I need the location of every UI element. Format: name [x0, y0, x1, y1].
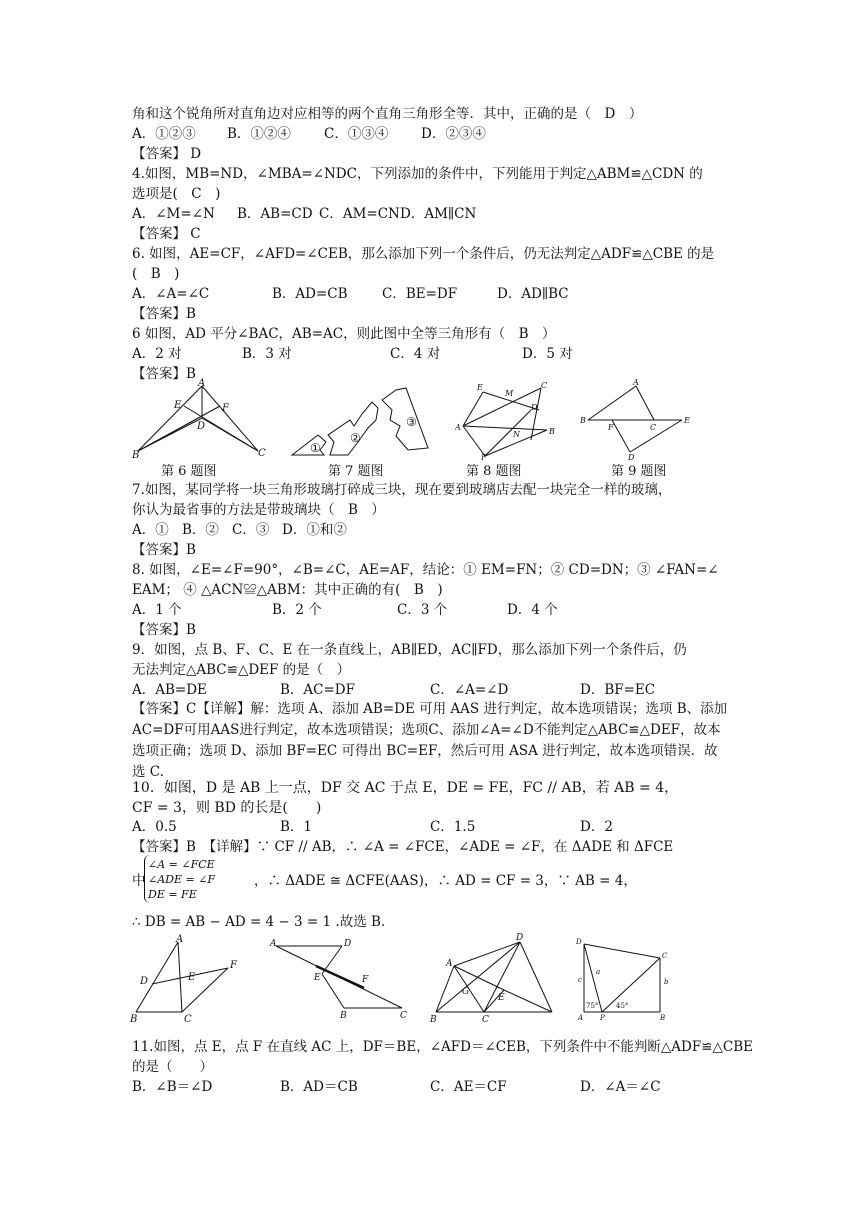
equation: ∠ADE = ∠F [148, 873, 216, 886]
point-label: C [400, 1011, 407, 1020]
point-label: E [477, 383, 483, 392]
point-label: B [130, 1014, 138, 1022]
question-text: 的是（ ） [132, 1059, 213, 1075]
options-row [132, 125, 732, 143]
point-label: D [197, 421, 206, 432]
answer-text: 【答案】B [132, 366, 196, 382]
point-label: P [600, 1014, 605, 1020]
figure-caption: 第 8 题图 [466, 464, 522, 479]
option: C．AM=CN [319, 206, 400, 222]
option: A．①②③ [132, 126, 196, 142]
options-row [132, 818, 732, 836]
point-label: D [628, 453, 635, 460]
option: C．4 对 [390, 346, 441, 362]
figure-7 [288, 380, 438, 460]
point-label: A [176, 934, 184, 945]
side-label: a [596, 968, 601, 976]
figure-caption: 第 7 题图 [328, 464, 384, 479]
answer-text: ∴ DB = AB − AD = 4 − 3 = 1 .故选 B. [132, 914, 386, 930]
question-text: 9．如图，点 B、F、C、E 在一条直线上，AB∥ED，AC∥FD，那么添加下列一个条件后，仍 [132, 642, 687, 658]
answer-text: 【答案】B [132, 622, 196, 638]
options-row [132, 205, 732, 223]
option: B．② [182, 522, 219, 538]
piece-label: ① [310, 441, 321, 455]
point-label: E [188, 972, 196, 983]
option: A．AB=DE [132, 682, 207, 698]
figure-q9 [262, 936, 412, 1020]
point-label: A [455, 423, 461, 432]
option: C．BE=DF [382, 286, 458, 302]
answer-text: 【答案】 C [132, 226, 201, 242]
answer-text: 【答案】B [132, 542, 196, 558]
figure-caption: 第 9 题图 [611, 464, 667, 479]
equation: DE = FE [148, 888, 197, 901]
point-label: A [270, 939, 277, 949]
point-label: D [344, 939, 352, 949]
answer-explanation: 【答案】C【详解】解：选项 A、添加 AB=DE 可用 AAS 进行判定，故本选项错误；选项 B、添加AC=DF可用AAS进行判定，故本选项错误；选项C、添加∠A=∠D不能判定△ABC≌△DEF，故本选项正确；选项 D、添加 BF=EC 可得出 BC=EF，然后可用 ASA 进行判定，故本选项错误．故选 C. [132, 701, 728, 780]
figure-6 [130, 378, 280, 458]
question-text: 8. 如图，∠E=∠F=90°，∠B=∠C，AE=AF，结论：① EM=FN；② CD=DN；③ ∠FAN=∠ [132, 562, 719, 578]
options-row [132, 345, 732, 363]
option: C．1.5 [430, 819, 476, 835]
option: B．AB=CD [237, 206, 313, 222]
answer-text: 中 [132, 873, 146, 889]
question-text: 无法判定△ABC≌△DEF 的是（ ） [132, 662, 351, 678]
point-label: D [516, 933, 524, 943]
option: D．AD∥BC [497, 286, 569, 302]
side-label: c [578, 976, 582, 984]
question-text: CF = 3，则 BD 的长是( ) [132, 800, 322, 816]
point-label: F [362, 975, 369, 985]
point-label: A [198, 378, 206, 389]
question-text: 6. 如图，AE=CF，∠AFD=∠CEB，那么添加下列一个条件后，仍无法判定△ADF≌△CBE 的是 [132, 246, 715, 262]
options-row [132, 1078, 732, 1096]
option: B．1 [280, 819, 313, 835]
options-row [132, 601, 732, 619]
option: C．3 个 [397, 602, 448, 618]
piece-label: ② [350, 431, 361, 445]
option: D．∠A＝∠C [580, 1079, 661, 1095]
side-label: b [664, 978, 669, 986]
point-label: N [513, 430, 520, 439]
equation-system [148, 857, 215, 902]
options-row [132, 681, 732, 699]
option: B．AD=CB [272, 286, 348, 302]
point-label: A [446, 959, 453, 969]
point-label: D [576, 938, 582, 946]
point-label: B [132, 450, 140, 458]
point-label: E [314, 973, 321, 983]
option: B．AD＝CB [280, 1079, 358, 1095]
point-label: F [608, 423, 614, 432]
option: D．4 个 [507, 602, 558, 618]
point-label: F [230, 960, 237, 971]
option: C．③ [232, 522, 270, 538]
point-label: B [580, 416, 586, 425]
point-label: B [660, 1014, 666, 1020]
question-text: 6 如图，AD 平分∠BAC，AB=AC，则此图中全等三角形有（ B ） [132, 326, 556, 342]
answer-text: ，∴ ΔADE ≅ ΔCFE(AAS)，∴ AD = CF = 3，∵ AB = 4， [254, 873, 637, 889]
options-row [132, 521, 732, 539]
figure-quadrilateral [570, 934, 672, 1020]
options-row [132, 285, 732, 303]
question-text: 10．如图，D 是 AB 上一点，DF 交 AC 于点 E，DE = FE，FC // AB，若 AB = 4， [132, 780, 679, 796]
question-text: 4.如图，MB=ND，∠MBA=∠NDC，下列添加的条件中，下列能用于判定△ABM≌△CDN 的 [132, 166, 703, 182]
point-label: C [482, 1015, 489, 1022]
piece-label: ③ [406, 415, 417, 429]
option: B．3 对 [242, 346, 292, 362]
answer-text: 【答案】 D [132, 146, 202, 162]
point-label: C [650, 423, 657, 432]
point-label: D [140, 976, 149, 987]
answer-text: 【答案】B 【详解】∵ CF // AB，∴ ∠A = ∠FCE，∠ADE = ∠F，在 ΔADE 和 ΔFCE [132, 839, 674, 855]
question-text: EAM； ④ △ACN≌△ABM：其中正确的有( B ) [132, 582, 443, 598]
point-label: C [184, 1014, 192, 1022]
option: A．2 对 [132, 346, 182, 362]
option: A．0.5 [132, 819, 177, 835]
point-label: B [430, 1015, 437, 1022]
question-text: 7.如图，某同学将一块三角形玻璃打碎成三块，现在要到玻璃店去配一块完全一样的玻璃， [132, 482, 672, 498]
point-label: A [578, 1014, 584, 1020]
point-label: G [462, 987, 470, 997]
point-label: C [258, 448, 266, 458]
point-label: F [481, 453, 487, 460]
point-label: E [174, 400, 182, 411]
point-label: B [340, 1011, 347, 1020]
question-text: 角和这个锐角所对直角边对应相等的两个直角三角形全等．其中，正确的是（ D ） [132, 106, 643, 122]
option: D．AM∥CN [400, 206, 477, 222]
option: A．∠A=∠C [132, 286, 210, 302]
option: B．2 个 [272, 602, 322, 618]
option: D．②③④ [421, 126, 486, 142]
option: D．5 对 [522, 346, 573, 362]
point-label: B [549, 427, 555, 436]
option: A．① [132, 522, 169, 538]
option: D．BF=EC [580, 682, 656, 698]
figure-9 [578, 378, 708, 460]
angle-label: 75° [586, 1002, 599, 1010]
option: D．①和② [282, 522, 347, 538]
option: A．1 个 [132, 602, 182, 618]
option: B．AC=DF [280, 682, 356, 698]
option: C．AE＝CF [430, 1079, 507, 1095]
point-label: E [498, 993, 505, 1003]
option: D．2 [580, 819, 613, 835]
point-label: C [662, 952, 668, 960]
question-text: 你认为最省事的方法是带玻璃块（ B ） [132, 502, 385, 518]
option: C．∠A=∠D [430, 682, 509, 698]
option: B．①②④ [227, 126, 291, 142]
point-label: A [633, 378, 639, 387]
figure-caption: 第 6 题图 [161, 464, 217, 479]
figure-8 [455, 380, 565, 460]
question-text: 11.如图，点 E，点 F 在直线 AC 上，DF＝BE，∠AFD＝∠CEB，下列条件中不能判断△ADF≌△CBE [132, 1039, 753, 1055]
point-label: M [505, 389, 514, 398]
figure-triangles [428, 930, 562, 1022]
point-label: F [222, 403, 229, 414]
option: C．①③④ [324, 126, 389, 142]
question-text: 选项是( C ) [132, 186, 221, 202]
answer-text: 【答案】B [132, 306, 196, 322]
question-text: ( B ) [132, 266, 180, 282]
angle-label: 45° [616, 1002, 629, 1010]
point-label: E [684, 416, 690, 425]
option: B．∠B＝∠D [132, 1079, 213, 1095]
figure-q10 [128, 932, 240, 1022]
point-label: D [531, 403, 538, 412]
option: A．∠M=∠N [132, 206, 215, 222]
equation: ∠A = ∠FCE [148, 858, 215, 871]
point-label: C [541, 381, 548, 390]
